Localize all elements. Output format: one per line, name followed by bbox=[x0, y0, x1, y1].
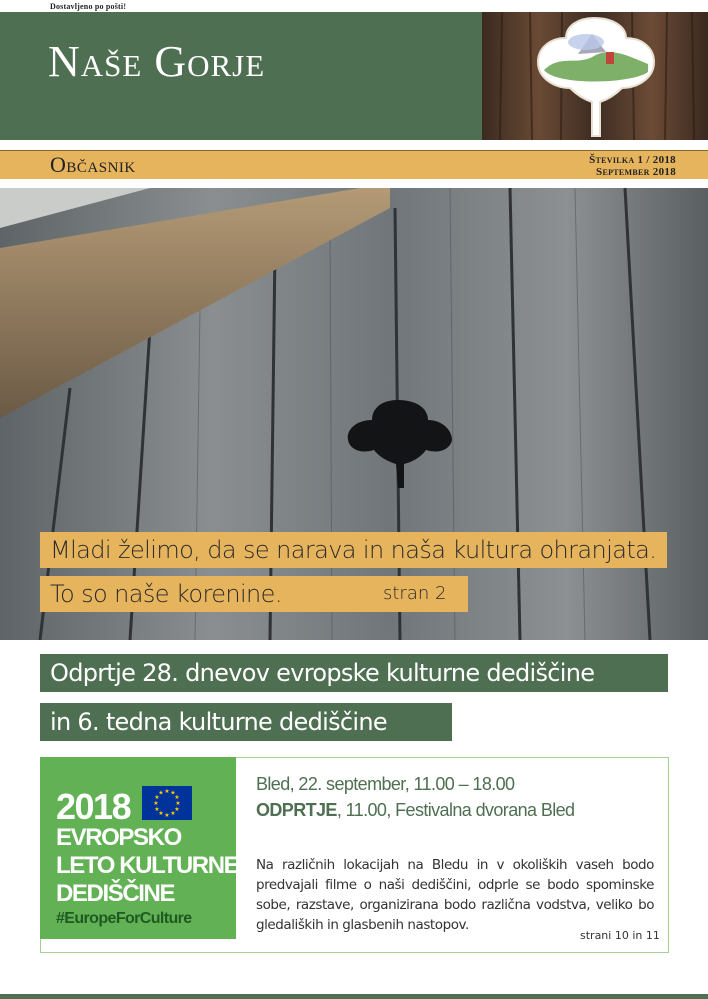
eu-stars-icon bbox=[142, 786, 192, 820]
footer-rule bbox=[0, 994, 708, 999]
quote-text: To so naše korenine. bbox=[50, 580, 282, 608]
wooden-wall-image bbox=[0, 188, 708, 640]
quote-page-ref: stran 2 bbox=[383, 583, 447, 604]
svg-text:★: ★ bbox=[164, 788, 170, 795]
svg-text:★: ★ bbox=[170, 810, 176, 817]
logo-year: 2018 bbox=[56, 786, 131, 827]
opening-details: , 11.00, Festivalna dvorana Bled bbox=[336, 800, 575, 820]
svg-text:★: ★ bbox=[154, 794, 160, 801]
svg-text:★: ★ bbox=[158, 789, 164, 797]
delivery-note: Dostavljeno po pošti! bbox=[50, 2, 127, 11]
logo-line1: EVROPSKO bbox=[56, 824, 181, 851]
event-date: Bled, 22. september, 11.00 – 18.00 bbox=[256, 774, 515, 794]
svg-text:★: ★ bbox=[158, 810, 164, 817]
headline-line1: Odprtje 28. dnevov evropske kulturne dediščine bbox=[40, 654, 668, 692]
logo-line3: DEDIŠČINE bbox=[56, 880, 175, 907]
publication-title: Naše Gorje bbox=[48, 37, 266, 86]
cover-quote-line2 bbox=[40, 576, 468, 612]
svg-text:★: ★ bbox=[175, 800, 181, 807]
headline-line2: in 6. tedna kulturne dediščine bbox=[40, 703, 452, 741]
opening-label: ODPRTJE bbox=[256, 800, 337, 820]
svg-text:★: ★ bbox=[170, 789, 176, 797]
issue-number: Številka 1 / 2018 bbox=[589, 154, 676, 166]
publication-subtitle: Občasnik bbox=[50, 152, 136, 177]
issue-info bbox=[589, 154, 676, 178]
event-description: Na različnih lokacijah na Bledu in v okoliških vaseh bodo predvajali filme o naši dediščini, odprle se bodo spominske sobe, razstave, organizirana bodo različna vodstva, veliko bo gledaliških in glasbenih nastopov. bbox=[256, 857, 654, 933]
svg-text:★: ★ bbox=[164, 812, 170, 819]
logo-hashtag: #EuropeForCulture bbox=[56, 910, 192, 927]
carving-illustration bbox=[482, 12, 708, 140]
page-reference: strani 10 in 11 bbox=[580, 929, 660, 942]
svg-text:★: ★ bbox=[174, 806, 180, 813]
issue-date: September 2018 bbox=[596, 166, 676, 178]
masthead-carving-image bbox=[482, 12, 708, 140]
logo-line2: LETO KULTURNE bbox=[56, 852, 239, 879]
eu-flag-icon bbox=[142, 786, 192, 820]
event-opening bbox=[256, 800, 574, 821]
svg-text:★: ★ bbox=[153, 800, 159, 807]
cover-quote-line1: Mladi želimo, da se narava in naša kultura ohranjata. bbox=[40, 532, 667, 568]
svg-text:★: ★ bbox=[174, 794, 180, 801]
cover-photo bbox=[0, 188, 708, 640]
svg-text:★: ★ bbox=[154, 806, 160, 813]
